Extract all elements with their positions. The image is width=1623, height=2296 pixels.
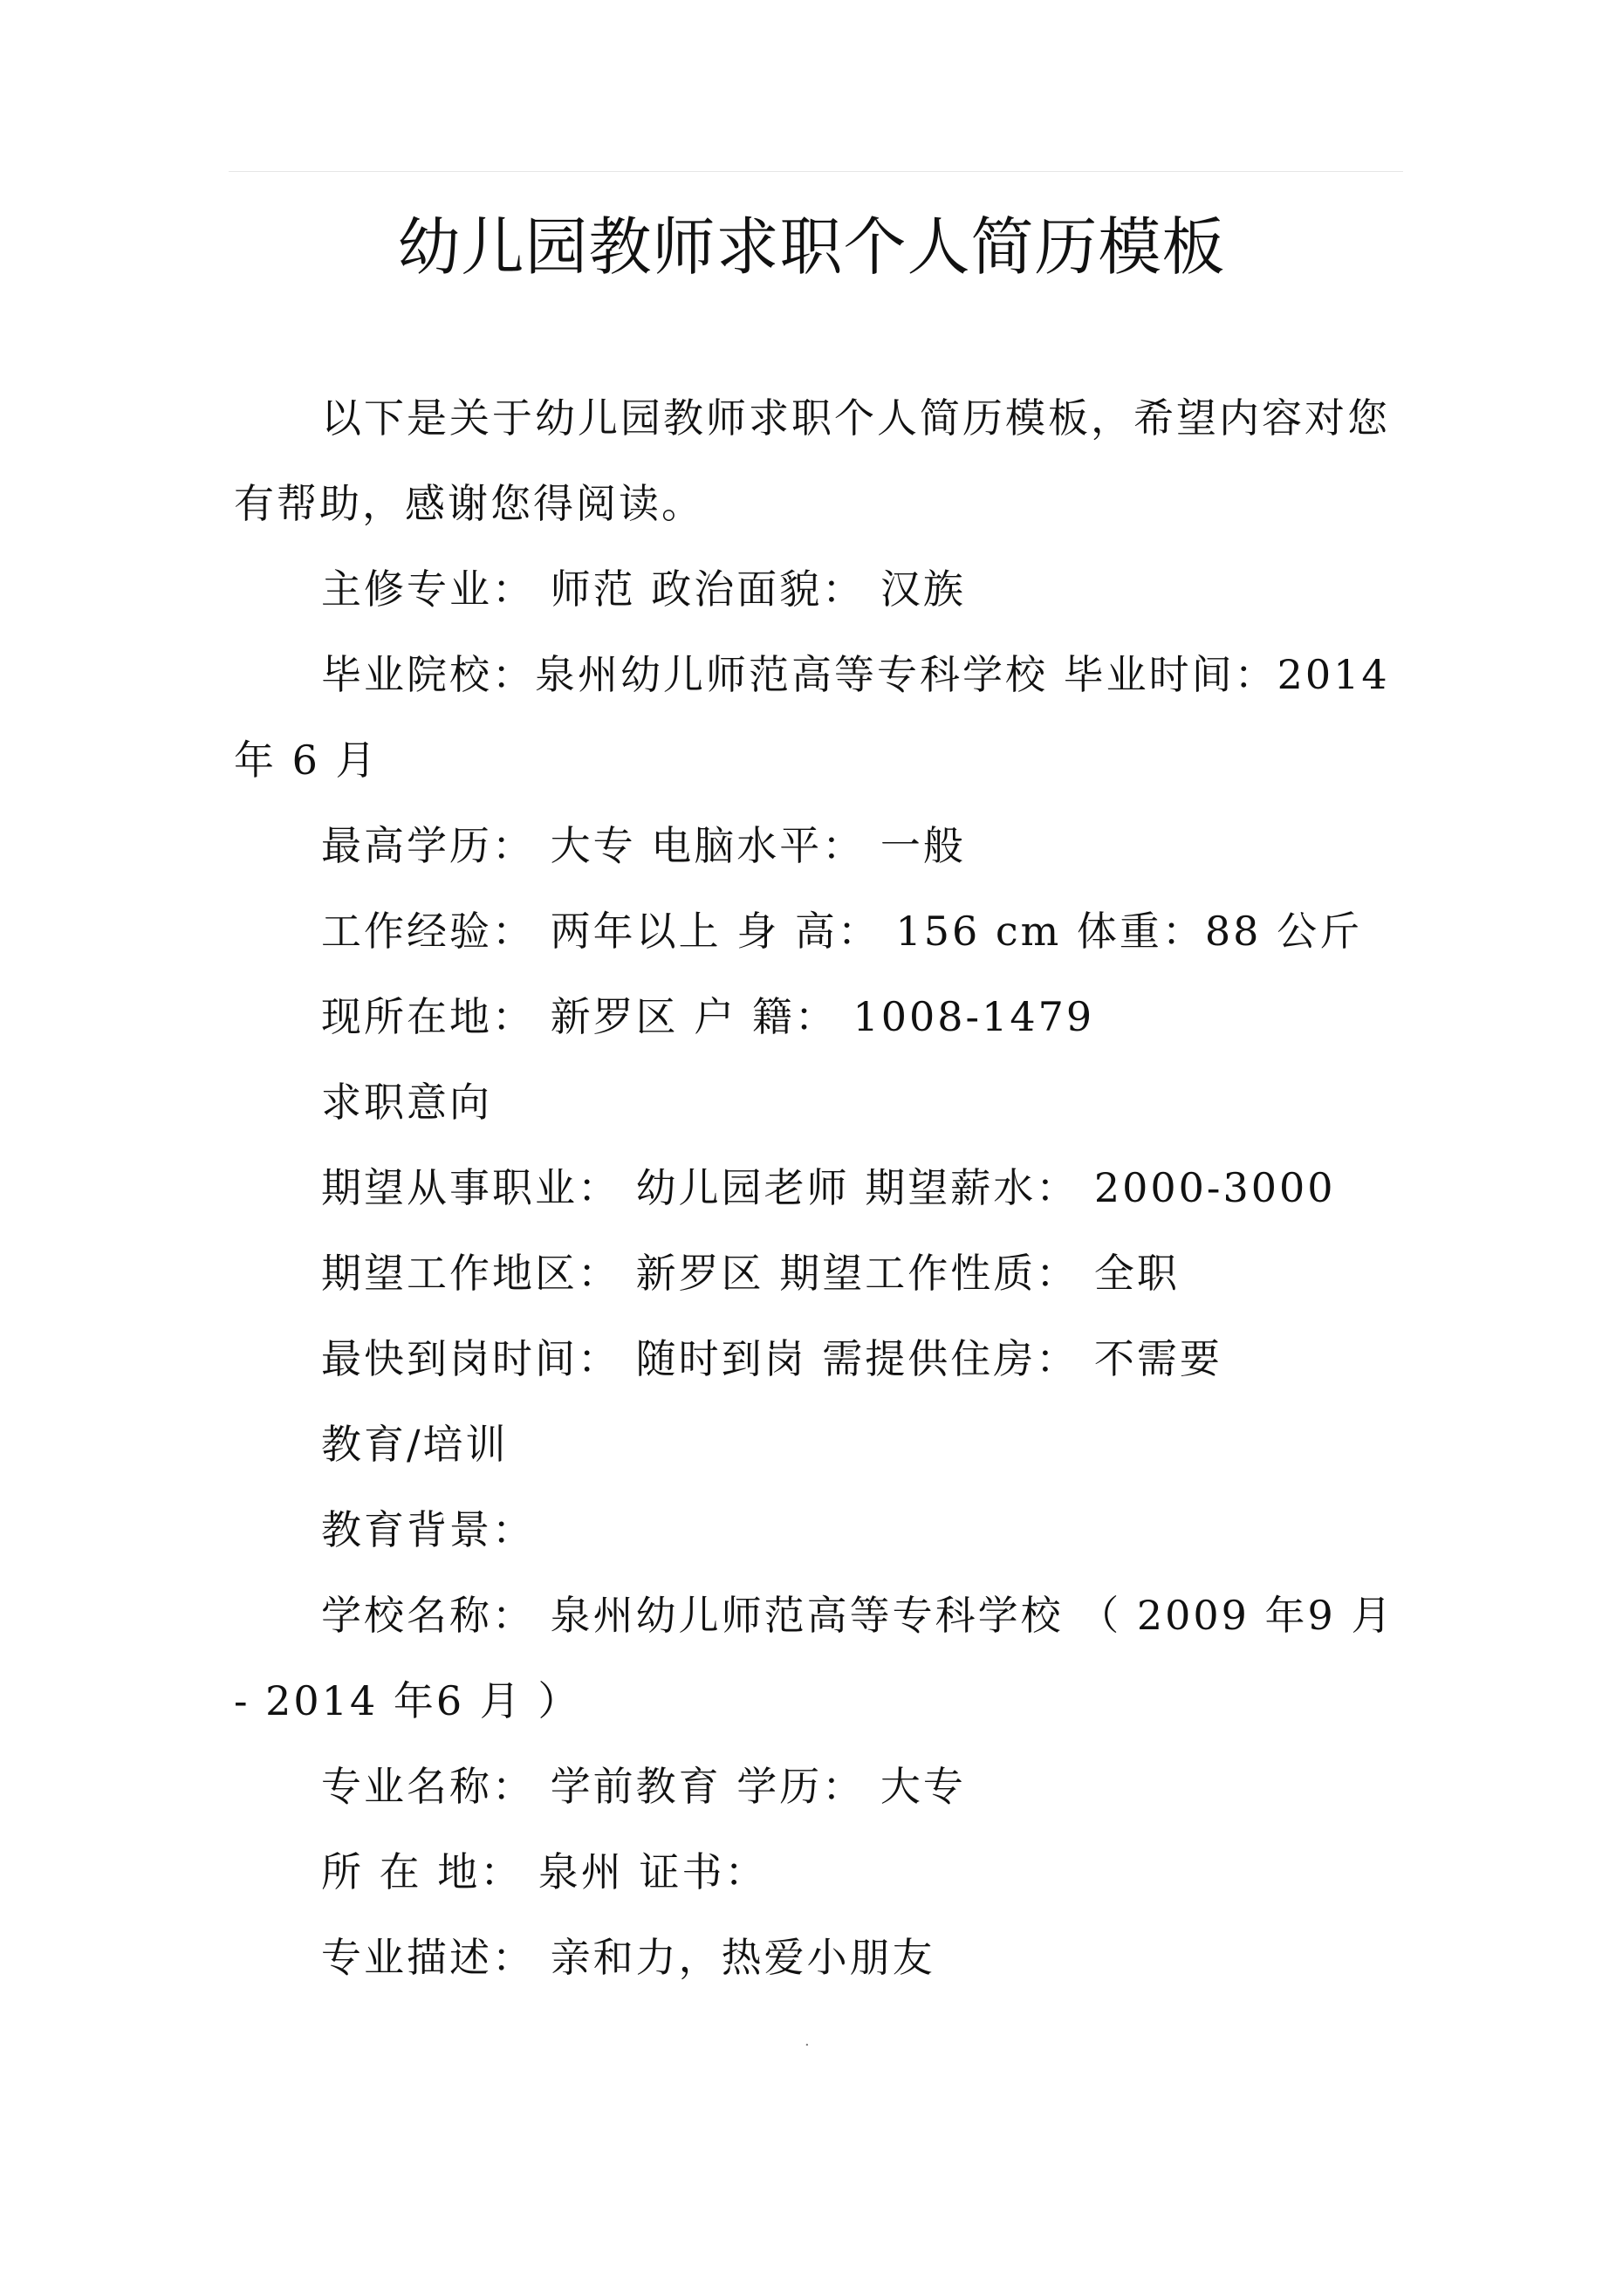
section-heading-education: 教育/培训 (321, 1421, 509, 1468)
header-divider (229, 171, 1403, 172)
education-level-line: 最高学历： 大专 电脑水平： 一般 (321, 822, 966, 869)
page-title: 幼儿园教师求职个人简历模板 (397, 210, 1226, 284)
availability-line: 最快到岗时间： 随时到岗 需提供住房： 不需要 (321, 1335, 1222, 1382)
desired-area-line: 期望工作地区： 新罗区 期望工作性质： 全职 (321, 1250, 1180, 1297)
experience-line: 工作经验： 两年以上 身 高： 156 cm 体重：88 公斤 (321, 908, 1363, 955)
intro-paragraph: 以下是关于幼儿园教师求职个人简历模板，希望内容对您有帮助，感谢您得阅读。 (234, 394, 1390, 527)
education-background-label: 教育背景： (321, 1506, 535, 1553)
major-line: 主修专业： 师范 政治面貌： 汉族 (321, 565, 966, 613)
section-heading-job-intent: 求职意向 (321, 1079, 492, 1126)
document-body (234, 375, 1407, 2000)
school-location-line: 所 在 地： 泉州 证书： (321, 1848, 768, 1895)
location-line: 现所在地： 新罗区 户 籍： 1008-1479 (321, 993, 1095, 1040)
major-name-line: 专业名称： 学前教育 学历： 大专 (321, 1763, 966, 1810)
graduation-line: 毕业院校：泉州幼儿师范高等专科学校 毕业时间：2014 年 6 月 (234, 651, 1390, 784)
desired-job-line: 期望从事职业： 幼儿园老师 期望薪水： 2000-3000 (321, 1164, 1336, 1211)
school-line: 学校名称： 泉州幼儿师范高等专科学校 （ 2009 年9 月 - 2014 年6 月 ） (234, 1592, 1394, 1724)
footer-mark: . (805, 2032, 810, 2050)
major-description-line: 专业描述： 亲和力，热爱小朋友 (321, 1934, 935, 1981)
